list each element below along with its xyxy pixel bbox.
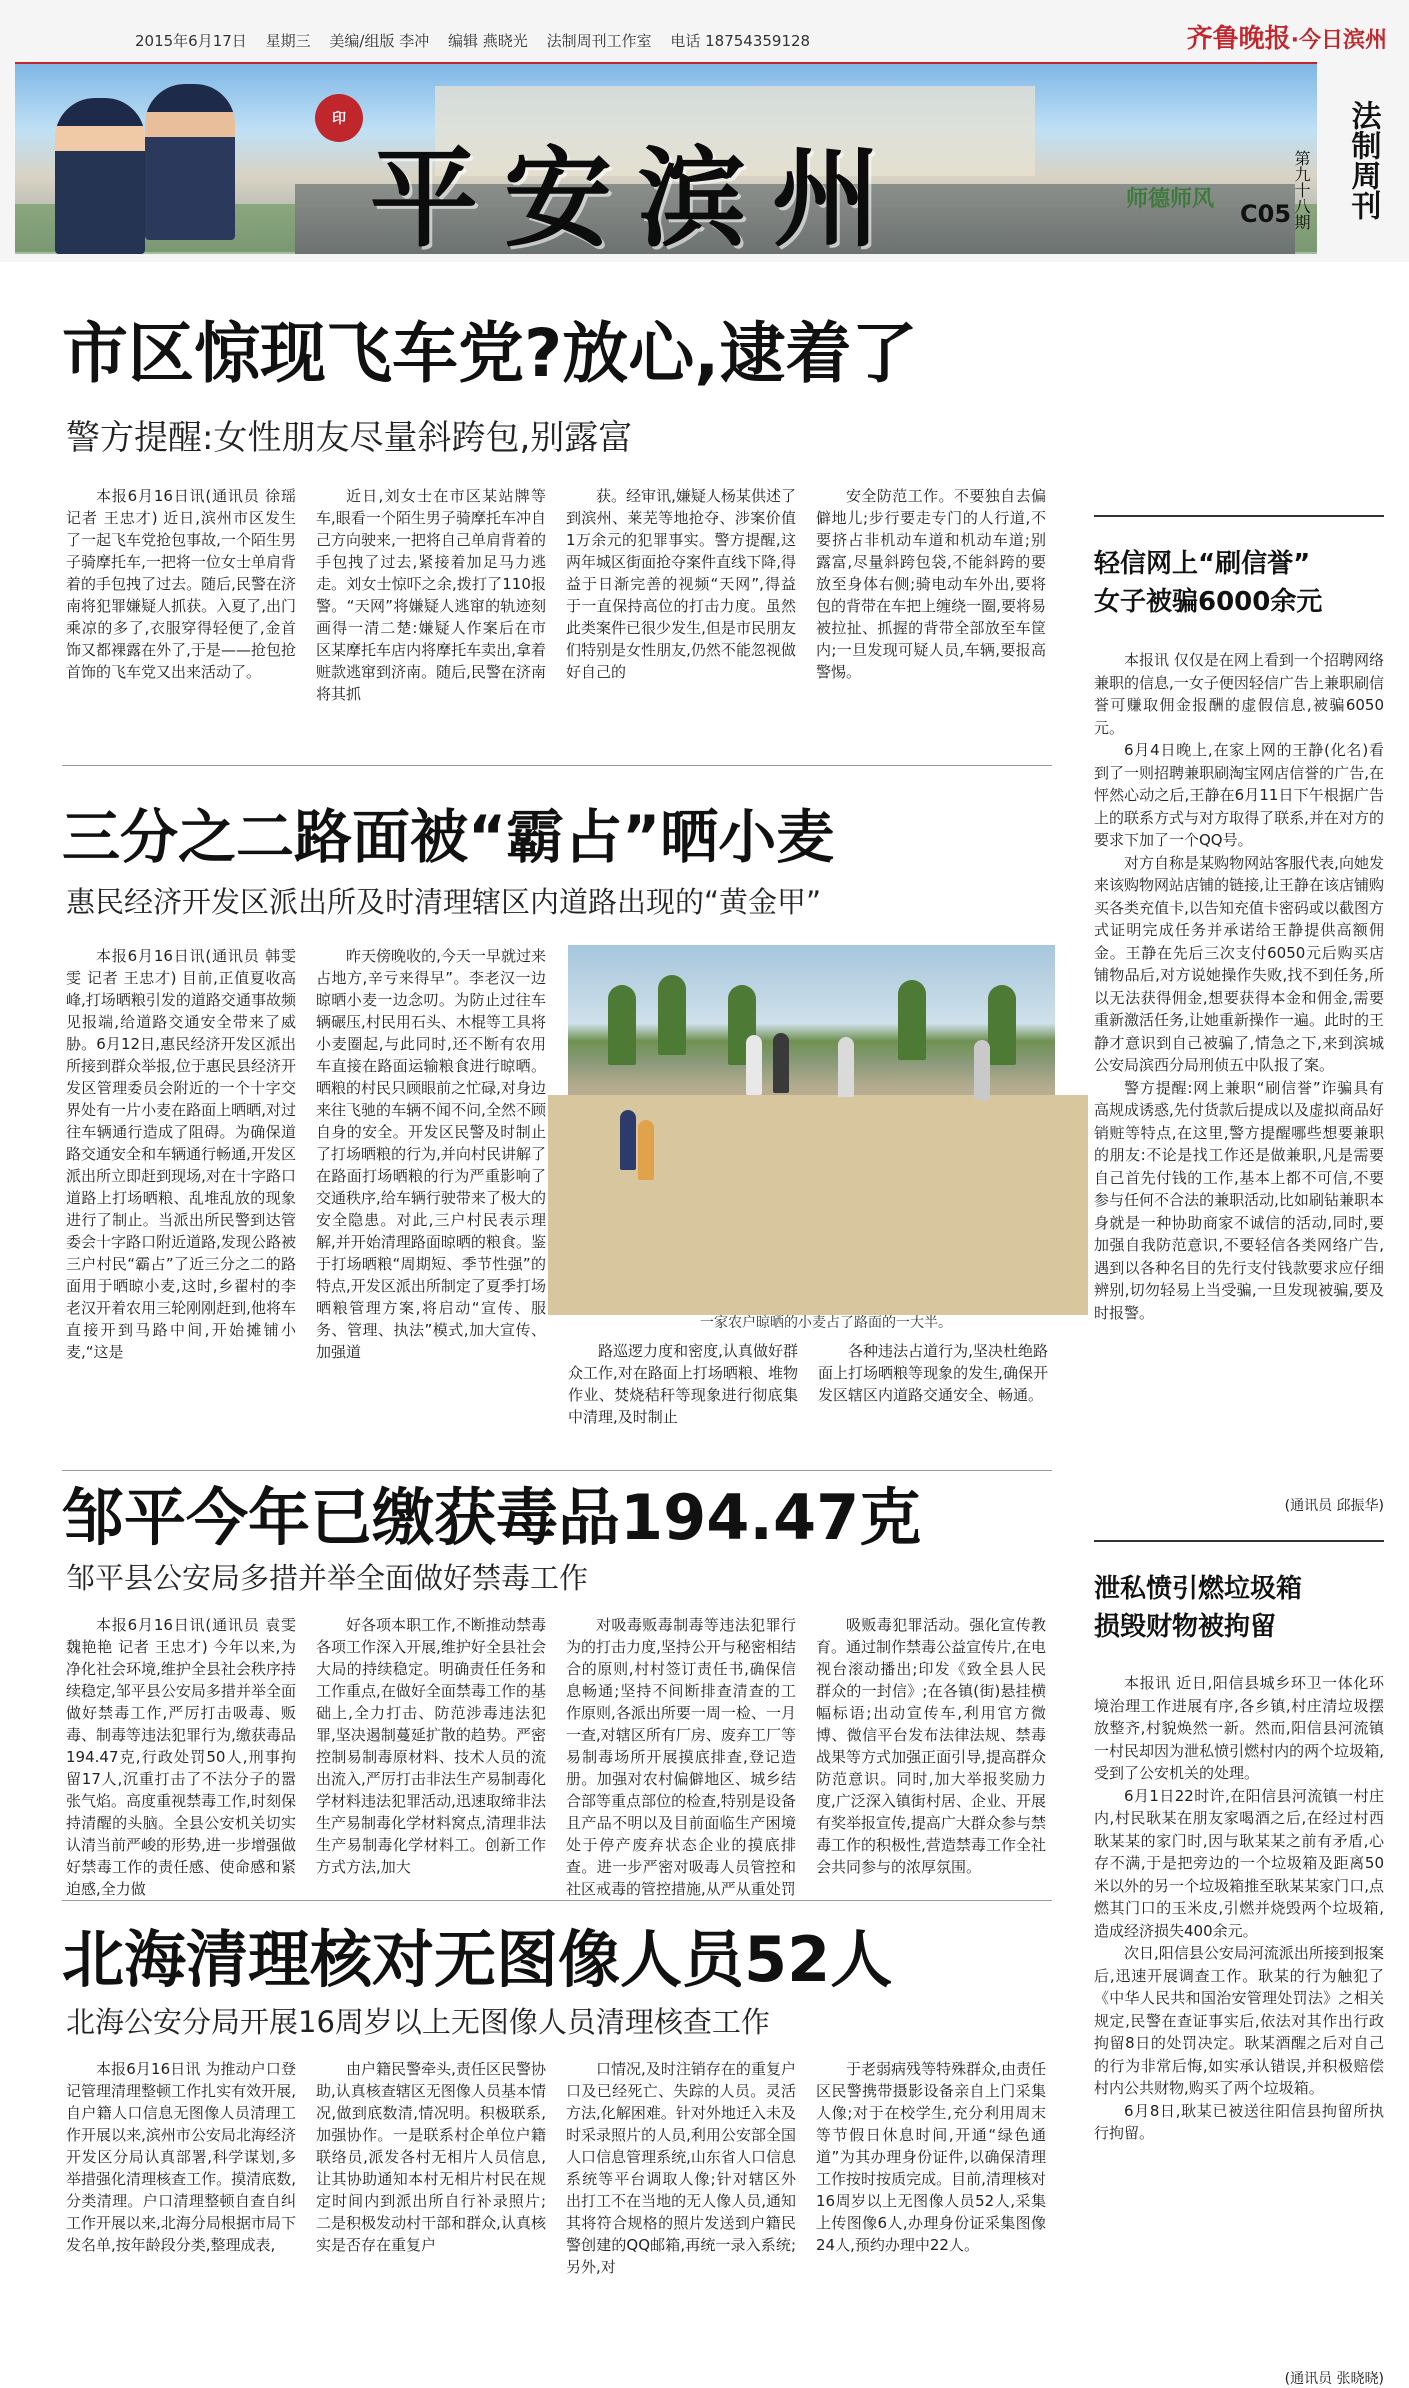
masthead-title: 平安滨州 xyxy=(370,136,907,262)
article3-column: 吸贩毒犯罪活动。强化宣传教育。通过制作禁毒公益宣传片,在电视台滚动播出;印发《致全县人民群众的一封信》;在各镇(街)悬挂横幅标语;出动宣传车,利用官方微博、微信平台发布法律法规、禁毒战果等方式加强正面引导,提高群众防范意识。同时,加大举报奖励力度,广泛深入镇街村居、企业、开展有奖举报宣传,提高广大群众参与禁毒工作的积极性,营造禁毒工作全社会共同参与的浓厚氛围。 xyxy=(816,1616,1046,1876)
article4-column: 由户籍民警牵头,责任区民警协助,认真核查辖区无图像人员基本情况,做到底数清,情况明。积极联系,加强协作。一是联系村企单位户籍联络员,派发各村无相片人员信息,让其协助通知本村无相片村民在规定时间内到派出所自行补录照片;二是积极发动村干部和群众,认真核实是否存在重复户 xyxy=(316,2060,546,2254)
masthead-banner-photo xyxy=(15,62,1317,262)
sidebar-divider xyxy=(1094,515,1384,517)
sidebar1-title-line2: 女子被骗6000余元 xyxy=(1094,587,1323,617)
article4-column: 本报6月16日讯 为推动户口登记管理清理整顿工作扎实有效开展,自户籍人口信息无图像人员清理工作开展以来,滨州市公安局北海经济开发区分局认真部署,科学谋划,多举措强化清理核查工作。摸清底数,分类清理。户口清理整顿自查自纠工作开展以来,北海分局根据市局下发名单,按年龄段分类,整理成表, xyxy=(66,2060,296,2254)
article3-column: 对吸毒贩毒制毒等违法犯罪行为的打击力度,坚持公开与秘密相结合的原则,村村签订责任书,确保信息畅通;坚持不间断排查清查的工作原则,各派出所要一周一检、一月一查,对辖区所有厂房、废弃工厂等易制毒场所开展摸底排查,登记造册。加强对农村偏僻地区、城乡结合部等重点部位的检查,特别是设备且产品不明以及目前面临生产困境处于停产废弃状态企业的摸底排查。进一步严密对吸毒人员管控和社区戒毒的管控措施,从严从重处罚 xyxy=(566,1616,796,1898)
person-figure xyxy=(746,1035,762,1095)
person-figure xyxy=(974,1040,990,1100)
sidebar1-byline: (通讯员 邱振华) xyxy=(1284,1498,1384,1514)
issue-date: 2015年6月17日 xyxy=(135,32,247,50)
article2-column: 本报6月16日讯(通讯员 韩雯雯 记者 王忠才) 目前,正值夏收高峰,打场晒粮引发的道路交通事故频见报端,给道路交通安全带来了威胁。6月12日,惠民经济开发区派出所接到群众举报,位于惠民县经济开发区管理委员会附近的一个十字交界处有一片小麦在路面上晒晒,对过往车辆通行造成了阻碍。为确保道路交通安全和车辆通行畅通,开发区派出所立即赶到现场,对在十字路口道路上打场晒粮、乱堆乱放的现象进行了制止。当派出所民警到达管委会十字路口附近道路,发现公路被三户村民“霸占”了近三分之二的路面用于晒晾小麦,这时,乡翟村的李老汉开着农用三轮刚刚赶到,他将车直接开到马路中间,开始摊铺小麦,“这是 xyxy=(66,947,296,1361)
article3-body xyxy=(66,1614,1046,1898)
page-code: C05 xyxy=(1240,200,1292,228)
sidebar2-title-line1: 泄私愤引燃垃圾箱 xyxy=(1094,1574,1303,1604)
sidebar2-body: 本报讯 近日,阳信县城乡环卫一体化环境治理工作进展有序,各乡镇,村庄清垃圾摆放整齐,村貌焕然一新。然而,阳信县河流镇一村民却因为泄私愤引燃村内的两个垃圾箱,受到了公安机关的处理。 6月1日22时许,在阳信县河流镇一村庄内,村民耿某在朋友家喝酒之后,在经过村西耿某某的家门时,因与耿某某之前有矛盾,心存不满,于是把旁边的一个垃圾箱及距离50米以外的另一个垃圾箱推至耿某某家门口,点燃其门口的玉米皮,引燃并烧毁两个垃圾箱,造成经济损失400余元。 次日,阳信县公安局河流派出所接到报案后,迅速开展调查工作。耿某的行为触犯了《中华人民共和国治安管理处罚法》之相关规定,民警在查证事实后,依法对其作出行政拘留8日的处罚决定。耿某酒醒之后对自己的行为非常后悔,如实承认错误,并积极赔偿村内公共财物,购买了两个垃圾箱。 6月8日,耿某已被送往阳信县拘留所执行拘留。 xyxy=(1094,1674,1384,2142)
article2-subhead: 惠民经济开发区派出所及时清理辖区内道路出现的“黄金甲” xyxy=(66,885,822,919)
brand-suffix: ·今日滨州 xyxy=(1290,28,1387,53)
person-figure xyxy=(638,1120,654,1180)
tree-shape xyxy=(898,980,926,1060)
brand-name: 齐鲁晚报 xyxy=(1186,24,1291,54)
masthead-info-line xyxy=(135,30,824,51)
article1-subhead: 警方提醒:女性朋友尽量斜跨包,别露富 xyxy=(66,418,633,458)
article4-column: 于老弱病残等特殊群众,由责任区民警携带摄影设备亲自上门采集人像;对于在校学生,充分利用周末等节假日休息时间,开通“绿色通道”为其办理身份证件,以确保清理工作按时按质完成。目前,清理核对16周岁以上无图像人员52人,采集上传图像6人,办理身份证采集图像24人,预约办理中22人。 xyxy=(816,2060,1046,2254)
section-name: 法制周刊 xyxy=(1345,100,1381,220)
article2-headline: 三分之二路面被“霸占”晒小麦 xyxy=(62,803,835,871)
art-editor: 美编/组版 李冲 xyxy=(329,32,430,50)
phone: 电话 18754359128 xyxy=(670,32,811,50)
tree-shape xyxy=(658,975,686,1055)
person-figure xyxy=(773,1033,789,1093)
tree-shape xyxy=(608,985,636,1065)
article2-column: 路巡逻力度和密度,认真做好群众工作,对在路面上打场晒粮、堆物作业、焚烧秸秆等现象进行彻底集中清理,及时制止 xyxy=(568,1342,798,1426)
article1-column: 获。经审讯,嫌疑人杨某供述了到滨州、莱芜等地抢夺、涉案价值1万余元的犯罪事实。警方提醒,这两年城区街面抢夺案件直线下降,得益于日渐完善的视频“天网”,得益于一直保持高位的打击力度。虽然此类案件已很少发生,但是市民朋友们特别是女性朋友,仍然不能忽视做好自己的 xyxy=(566,487,796,681)
article4-column: 口情况,及时注销存在的重复户口及已经死亡、失踪的人员。灵活方法,化解困难。针对外地迁入未及时采录照片的人员,利用公安部全国人口信息管理系统,山东省人口信息系统等平台调取人像;针对辖区外出打工不在当地的无人像人员,通知其将符合规格的照片发送到户籍民警创建的QQ邮箱,再统一录入系统;另外,对 xyxy=(566,2060,796,2276)
newspaper-brand xyxy=(1187,18,1387,55)
photo-caption: 一家农户晾晒的小麦占了路面的一大半。 xyxy=(700,1315,952,1331)
article2-column: 各种违法占道行为,坚决杜绝路面上打场晒粮等现象的发生,确保开发区辖区内道路交通安全、畅通。 xyxy=(818,1342,1048,1404)
sidebar-divider xyxy=(1094,1540,1384,1542)
divider xyxy=(62,765,1052,766)
sidebar-story-2 xyxy=(1094,1570,1384,2388)
sidebar2-byline: (通讯员 张晓晓) xyxy=(1284,2371,1384,2387)
person-figure xyxy=(838,1037,854,1097)
sidebar2-title-line2: 损毁财物被拘留 xyxy=(1094,1612,1277,1642)
issue-number: 第九十八期 xyxy=(1292,150,1311,230)
article4-subhead: 北海公安分局开展16周岁以上无图像人员清理核查工作 xyxy=(66,2005,770,2039)
editor: 编辑 燕晓光 xyxy=(448,32,528,50)
article3-column: 本报6月16日讯(通讯员 袁雯 魏艳艳 记者 王忠才) 今年以来,为净化社会环境,维护全县社会秩序持续稳定,邹平县公安局多措并举全面做好禁毒工作,严厉打击吸毒、贩毒、制毒等违法犯罪行为,缴获毒品194.47克,行政处罚50人,刑事拘留17人,沉重打击了不法分子的嚣张气焰。高度重视禁毒工作,时刻保持清醒的头脑。全县公安机关切实认清当前严峻的形势,进一步增强做好禁毒工作的责任感、使命感和紧迫感,全力做 xyxy=(66,1616,296,1898)
seal-icon: 印 xyxy=(315,94,363,142)
article1-column: 近日,刘女士在市区某站牌等车,眼看一个陌生男子骑摩托车冲自己方向驶来,一把将自己单肩背着的手包拽了过去,紧接着加足马力逃走。刘女士惊吓之余,拨打了110报警。“天网”将嫌疑人逃窜的轨迹刻画得一清二楚:嫌疑人作案后在市区某摩托车店内将摩托车卖出,拿着赃款逃窜到济南。随后,民警在济南将其抓 xyxy=(316,487,546,703)
article2-column: 昨天傍晚收的,今天一早就过来占地方,辛亏来得早”。李老汉一边晾晒小麦一边念叨。为防止过往车辆碾压,村民用石头、木棍等工具将小麦圈起,与此同时,还不断有农用车直接在路面运输粮食进行晾晒。晒粮的村民只顾眼前之忙碌,对身边来往飞驰的车辆不闻不问,全然不顾自身的安全。开发区民警及时制止了打场晒粮的行为,并向村民讲解了在路面打场晒粮的行为严重影响了交通秩序,给车辆行驶带来了极大的安全隐患。对此,三户村民表示理解,并开始清理路面晾晒的粮食。鉴于打场晒粮“周期短、季节性强”的特点,开发区派出所制定了夏季打场晒粮管理方案,将启动“宣传、服务、管理、执法”模式,加大宣传、加强道 xyxy=(316,947,546,1361)
article2-body-left xyxy=(66,945,546,1365)
article4-headline: 北海清理核对无图像人员52人 xyxy=(62,1923,893,1996)
section-label xyxy=(1326,80,1400,240)
article1-headline: 市区惊现飞车党?放心,逮着了 xyxy=(62,315,918,392)
workroom: 法制周刊工作室 xyxy=(546,32,652,50)
article3-headline: 邹平今年已缴获毒品194.47克 xyxy=(62,1481,922,1554)
issue-weekday: 星期三 xyxy=(265,32,311,50)
article1-column: 本报6月16日讯(通讯员 徐瑶 记者 王忠才) 近日,滨州市区发生了一起飞车党抢包事故,一个陌生男子骑摩托车,一把将一位女士单肩背着的手包拽了过去。随后,民警在济南将犯罪嫌疑人抓获。入夏了,出门乘凉的多了,衣服穿得轻便了,金首饰又都裸露在外了,于是——抢包抢首饰的飞车党又出来活动了。 xyxy=(66,487,296,681)
article1-column: 安全防范工作。不要独自去偏僻地儿;步行要走专门的人行道,不要挤占非机动车道和机动车道;别露富,尽量斜跨包袋,不能斜跨的要放至身体右侧;骑电动车外出,要将包的背带在车把上缠绕一圈,要将易被拉扯、抓握的背带全部放至车筐内;一旦发现可疑人员,车辆,要报高警惕。 xyxy=(816,487,1046,681)
article3-subhead: 邹平县公安局多措并举全面做好禁毒工作 xyxy=(66,1561,589,1595)
sidebar1-title-line1: 轻信网上“刷信誉” xyxy=(1094,549,1311,579)
sidebar1-body: 本报讯 仅仅是在网上看到一个招聘网络兼职的信息,一女子便因轻信广告上兼职刷信誉可赚取佣金报酬的虚假信息,被骗6050元。 6月4日晚上,在家上网的王静(化名)看到了一则招聘兼职刷淘宝网店信誉的广告,在怦然心动之后,王静在6月11日下午根据广告上的联系方式与对方取得了联系,并在对方的要求下加了一个QQ号。 对方自称是某购物网站客服代表,向她发来该购物网站店铺的链接,让王静在该店铺购买各类充值卡,以告知充值卡密码或以截图方式证明完成任务并承诺给王静提供高额佣金。王静在先后三次支付6050元后购买店铺物品后,对方说她操作失败,找不到任务,所以无法获得佣金,想要获得本金和佣金,需要重新激活任务,让她重新操作一遍。此时的王静才意识到自己被骗了,情急之下,来到滨城公安局滨西分局刑侦五中队报了案。 警方提醒:网上兼职“刷信誉”诈骗具有高规成诱惑,先付货款后提成以及虚拟商品好销赃等特点,在这里,警方提醒哪些想要兼职的朋友:不论是找工作还是做兼职,凡是需要自己首先付钱的工作,基本上都不可信,不要参与任何不合法的兼职活动,比如刷钻兼职本身就是一种协助商家不诚信的活动,同时,要加强自我防范意识,不要轻信各类网络广告,遇到以各种名目的先行支付钱款要求应仔细辨别,切勿轻易上当受骗,一旦发现被骗,要及时报警。 xyxy=(1094,651,1384,1322)
police-officer-figure xyxy=(145,84,235,240)
sidebar-story-1 xyxy=(1094,545,1384,1515)
tree-shape xyxy=(988,985,1016,1065)
masthead xyxy=(0,0,1409,262)
person-figure xyxy=(620,1110,636,1170)
article3-column: 好各项本职工作,不断推动禁毒各项工作深入开展,维护好全县社会大局的持续稳定。明确责任任务和工作重点,在做好全面禁毒工作的基础上,全力打击、防范涉毒违法犯罪,坚决遏制蔓延扩散的趋势。严密控制易制毒原材料、技术人员的流出流入,严厉打击非法生产易制毒化学材料违法犯罪活动,迅速取缔非法生产易制毒化学材料窝点,清理非法生产易制毒化学材料工。创新工作方式方法,加大 xyxy=(316,1616,546,1876)
wheat-drying-photo xyxy=(568,945,1055,1301)
article4-body xyxy=(66,2058,1046,2358)
police-officer-figure xyxy=(55,98,145,254)
divider xyxy=(62,1900,1052,1901)
article1-body xyxy=(66,485,1046,740)
motto-text: 师德师风 xyxy=(1125,187,1214,212)
